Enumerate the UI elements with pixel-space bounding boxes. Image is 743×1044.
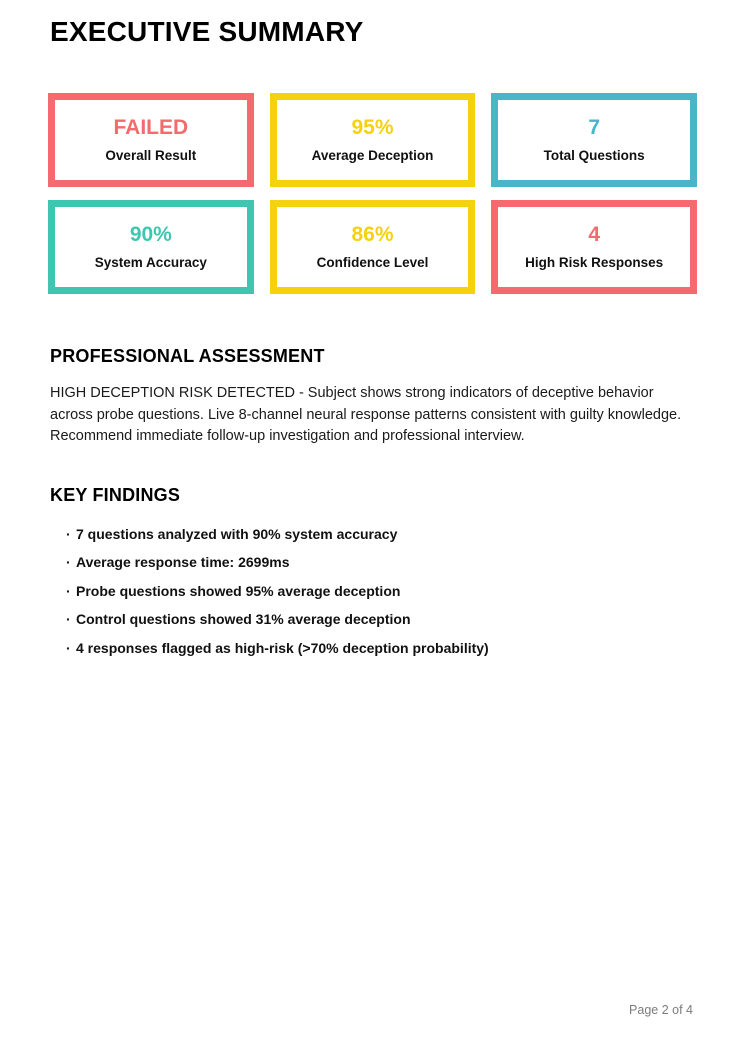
bullet-icon: · — [66, 582, 71, 599]
page-number-indicator: Page 2 of 4 — [629, 1003, 693, 1017]
finding-text: 4 responses flagged as high-risk (>70% deception probability) — [76, 639, 489, 656]
finding-text: Control questions showed 31% average deception — [76, 611, 411, 627]
list-item — [66, 554, 695, 571]
stat-card-average-deception — [270, 93, 476, 187]
stat-label: System Accuracy — [94, 255, 207, 270]
stat-label: Average Deception — [311, 148, 434, 163]
list-item — [66, 583, 695, 600]
stat-value: 90% — [129, 223, 172, 246]
stat-card-confidence-level — [270, 200, 476, 294]
bullet-icon: · — [66, 611, 71, 627]
stat-label: Overall Result — [105, 148, 197, 163]
bullet-icon: · — [66, 639, 71, 656]
stat-value: 86% — [351, 223, 394, 246]
page-title: EXECUTIVE SUMMARY — [50, 16, 364, 47]
stat-value: 4 — [588, 223, 600, 246]
assessment-body-text: HIGH DECEPTION RISK DETECTED - Subject shows strong indicators of deceptive behavior across probe questions. Live 8-channel neural response patterns consistent with guilty knowledge. Recommend immediate follow-up investigation and professional interview. — [50, 385, 682, 444]
key-findings-list — [66, 526, 695, 657]
stat-card-system-accuracy — [48, 200, 254, 294]
list-item — [66, 640, 695, 657]
finding-text: Probe questions showed 95% average deception — [76, 582, 401, 599]
summary-stats-grid — [48, 93, 697, 294]
stat-value: 7 — [588, 116, 600, 139]
bullet-icon: · — [66, 554, 71, 570]
stat-value: FAILED — [113, 116, 189, 139]
stat-label: High Risk Responses — [525, 255, 664, 270]
list-item — [66, 611, 695, 628]
key-findings-heading: KEY FINDINGS — [50, 484, 181, 505]
bullet-icon: · — [66, 525, 71, 542]
stat-card-overall-result — [48, 93, 254, 187]
finding-text: 7 questions analyzed with 90% system accuracy — [76, 525, 398, 542]
assessment-heading: PROFESSIONAL ASSESSMENT — [50, 346, 325, 366]
stat-label: Confidence Level — [316, 255, 429, 270]
list-item — [66, 526, 695, 543]
stat-label: Total Questions — [543, 148, 645, 163]
stat-value: 95% — [351, 116, 394, 139]
stat-card-total-questions — [491, 93, 697, 187]
stat-card-high-risk-responses — [491, 200, 697, 294]
finding-text: Average response time: 2699ms — [76, 554, 290, 570]
